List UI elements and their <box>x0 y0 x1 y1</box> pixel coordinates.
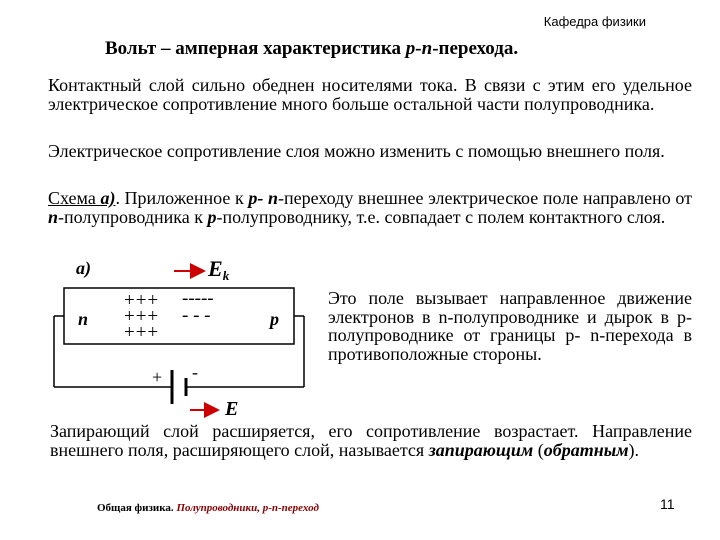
title-suffix: -перехода. <box>432 38 519 59</box>
ek-symbol <box>207 256 230 283</box>
paragraph-contact-layer: Контактный слой сильно обеднен носителями тока. В связи с этим его удельное электрическое сопротивление много больше остальной части полупроводника. <box>48 75 692 114</box>
bottom-text-3: ). <box>628 439 640 460</box>
bottom-paragraph <box>50 422 692 459</box>
ek-subscript: k <box>222 268 230 283</box>
plus-charges-row-1: +++ <box>124 290 160 311</box>
slide-title <box>105 38 518 60</box>
bottom-term-blocking: запирающим <box>428 439 534 460</box>
scheme-text-1: . Приложенное к <box>115 188 249 208</box>
scheme-pn: р- n <box>248 188 278 208</box>
minus-charges-row-1: ----- <box>182 288 214 309</box>
footer-topic: Полупроводники, p-n-переход <box>176 502 319 514</box>
scheme-text-2: -переходу внешнее электрическое поле направлено от <box>278 188 692 208</box>
diagram-label-a: а) <box>76 258 91 278</box>
plus-charges-row-3: +++ <box>124 322 160 343</box>
p-region-label: p <box>270 309 279 329</box>
department-label: Кафедра физики <box>543 14 646 29</box>
n-region-label: n <box>78 309 89 329</box>
side-paragraph: Это поле вызывает направленное движение электронов в n-полупроводнике и дырок в p-полупроводнике от границы p- n-перехода в противоположные стороны. <box>328 288 692 364</box>
bottom-text-1: Запирающий слой расширяется, его сопротивление возрастает. Направление внешнего поля, расширяющего слой, называется <box>50 421 692 460</box>
title-prefix: Вольт – амперная характеристика <box>105 38 406 59</box>
semiconductor-block <box>64 288 294 344</box>
bottom-term-reverse: обратным <box>543 439 629 460</box>
scheme-p: р <box>207 206 217 227</box>
battery-minus-sign: - <box>192 362 198 382</box>
scheme-text-3: -полупроводника к <box>58 206 208 227</box>
pn-junction-diagram <box>40 252 330 422</box>
battery-plus-sign: + <box>152 367 163 387</box>
paragraph-resistance: Электрическое сопротивление слоя можно изменить с помощью внешнего поля. <box>48 141 665 161</box>
page-number: 11 <box>660 496 675 512</box>
e-symbol: E <box>225 398 239 420</box>
bottom-text-2: ( <box>533 439 544 460</box>
title-pn: p-n <box>405 38 433 59</box>
scheme-word: Схема <box>48 188 101 208</box>
minus-charges-row-2: - - - <box>182 305 211 326</box>
scheme-text-4: -полупроводнику, т.е. совпадает с полем контактного слоя. <box>216 206 666 227</box>
plus-charges-row-2: +++ <box>124 306 160 327</box>
ek-letter: E <box>208 256 223 281</box>
footer-course: Общая физика. <box>97 502 177 514</box>
scheme-n: n <box>48 206 59 227</box>
scheme-a-label: а) <box>100 188 116 208</box>
paragraph-scheme-a <box>48 189 692 226</box>
footer <box>97 502 319 514</box>
